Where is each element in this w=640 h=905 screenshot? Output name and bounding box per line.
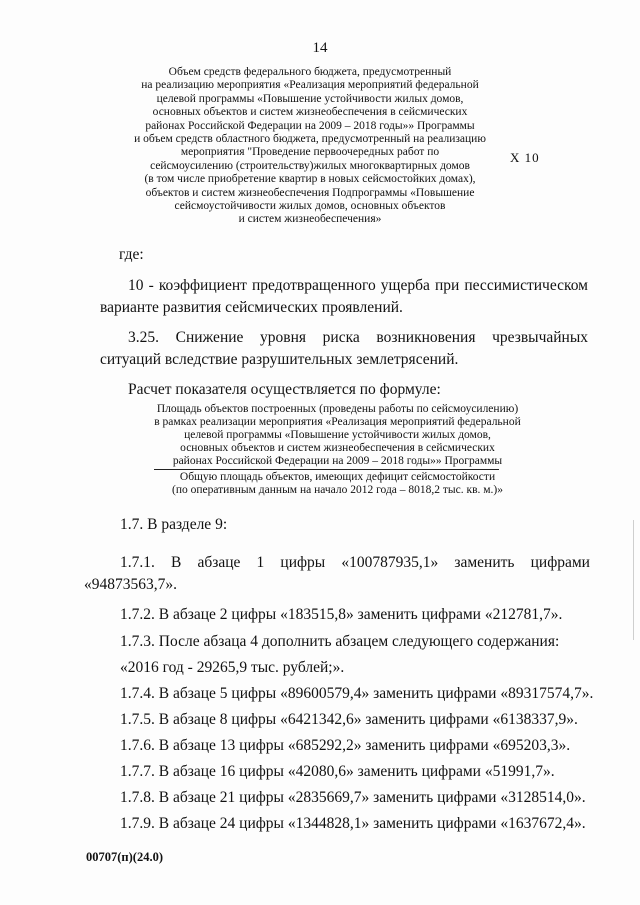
paragraph-coefficient-10: 10 - коэффициент предотвращенного ущерба при пессимистическом варианте развития сейсмических проявлений. [100, 277, 588, 316]
formula-2-denominator-line: (по оперативным данным на начало 2012 года – 8018,2 тыс. кв. м.)» [171, 484, 504, 496]
section-1-7-7: 1.7.7. В абзаце 16 цифры «42080,6» заменить цифрами «51991,7». [120, 763, 555, 780]
formula-2-numerator-line: основных объектов и систем жизнеобеспечения в сейсмических [180, 442, 495, 454]
formula-1-multiplier: Х 10 [510, 150, 540, 165]
formula-2-numerator [150, 403, 525, 468]
word: заменить [454, 554, 515, 571]
formula-1-line: целевой программы «Повышение устойчивости жилых домов, [156, 92, 464, 105]
section-1-7-2: 1.7.2. В абзаце 2 цифры «183515,8» заменить цифрами «212781,7». [120, 606, 563, 623]
paragraph-3-25: 3.25. Снижение уровня риска возникновения чрезвычайных ситуаций вследствие разрушительных землетрясений. [100, 329, 588, 368]
section-1-7-6: 1.7.6. В абзаце 13 цифры «685292,2» заменить цифрами «695203,3». [120, 737, 571, 754]
section-1-7-8: 1.7.8. В абзаце 21 цифры «2835669,7» заменить цифрами «3128514,0». [120, 789, 586, 806]
formula-1-line: и систем жизнеобеспечения» [238, 213, 382, 226]
formula-1-line: на реализацию мероприятия «Реализация мероприятий федеральной [141, 79, 479, 92]
word: 1.7.1. [120, 554, 155, 571]
formula-1-line: мероприятия "Проведение первоочередных работ по [180, 146, 440, 159]
formula-1-line: и объем средств областного бюджета, предусмотренный на реализацию [134, 133, 486, 146]
page-number: 14 [312, 40, 328, 56]
formula-2-denominator [150, 471, 525, 497]
document-code: 00707(п)(24.0) [86, 850, 163, 864]
fraction-line [154, 469, 499, 470]
formula-2-numerator-line: районах Российской Федерации на 2009 – 2018 годы»» Программы [172, 455, 503, 467]
formula-1-line: районах Российской Федерации на 2009 – 2018 годы»» Программы [145, 119, 475, 132]
section-1-7-9: 1.7.9. В абзаце 24 цифры «1344828,1» заменить цифрами «1637672,4». [120, 815, 586, 832]
scan-edge-mark [633, 520, 634, 640]
section-1-7-3-quote: «2016 год - 29265,9 тыс. рублей;». [120, 659, 345, 676]
section-1-7-1-continuation: «94873563,7». [84, 576, 177, 593]
section-1-7-1-line [120, 552, 590, 574]
formula-2-numerator-line: в рамках реализации мероприятия «Реализация мероприятий федеральной [154, 416, 521, 428]
word: «100787935,1» [341, 554, 439, 571]
word: цифры [280, 554, 326, 571]
word: абзаце [197, 554, 241, 571]
formula-2-numerator-line: целевой программы «Повышение устойчивости жилых домов, [184, 429, 491, 441]
word: 1 [256, 554, 265, 571]
formula-2-denominator-line: Общую площадь объектов, имеющих дефицит сейсмостойкости [179, 471, 496, 483]
formula-1-line: основных объектов и систем жизнеобеспечения в сейсмических [152, 106, 468, 119]
section-1-7-3: 1.7.3. После абзаца 4 дополнить абзацем следующего содержания: [120, 633, 560, 650]
word: цифрами [530, 554, 590, 571]
formula-1-line: Объем средств федерального бюджета, предусмотренный [168, 66, 452, 78]
calculation-intro: Расчет показателя осуществляется по формуле: [128, 381, 441, 398]
where-label: где: [119, 246, 144, 263]
formula-2-numerator-line: Площадь объектов построенных (проведены работы по сейсмоусилению) [156, 403, 519, 415]
formula-1-line: сейсмоусилению (строительству)жилых многоквартирных домов [150, 159, 470, 172]
formula-1-text-block [110, 66, 510, 227]
formula-1-line: (в том числе приобретение квартир в новых сейсмостойких домах), [144, 173, 476, 186]
section-1-7-heading: 1.7. В разделе 9: [120, 516, 228, 533]
section-1-7-1 [84, 552, 590, 596]
formula-2 [150, 403, 525, 497]
section-1-7-5: 1.7.5. В абзаце 8 цифры «6421342,6» заменить цифрами «6138337,9». [120, 711, 578, 728]
formula-1-numerator [110, 66, 510, 227]
formula-1-line: объектов и систем жизнеобеспечения Подпрограммы «Повышение [145, 186, 475, 199]
section-1-7-4: 1.7.4. В абзаце 5 цифры «89600579,4» заменить цифрами «89317574,7». [120, 685, 594, 702]
word: В [171, 554, 182, 571]
formula-1-line: сейсмоустойчивости жилых домов, основных объектов [174, 200, 446, 213]
